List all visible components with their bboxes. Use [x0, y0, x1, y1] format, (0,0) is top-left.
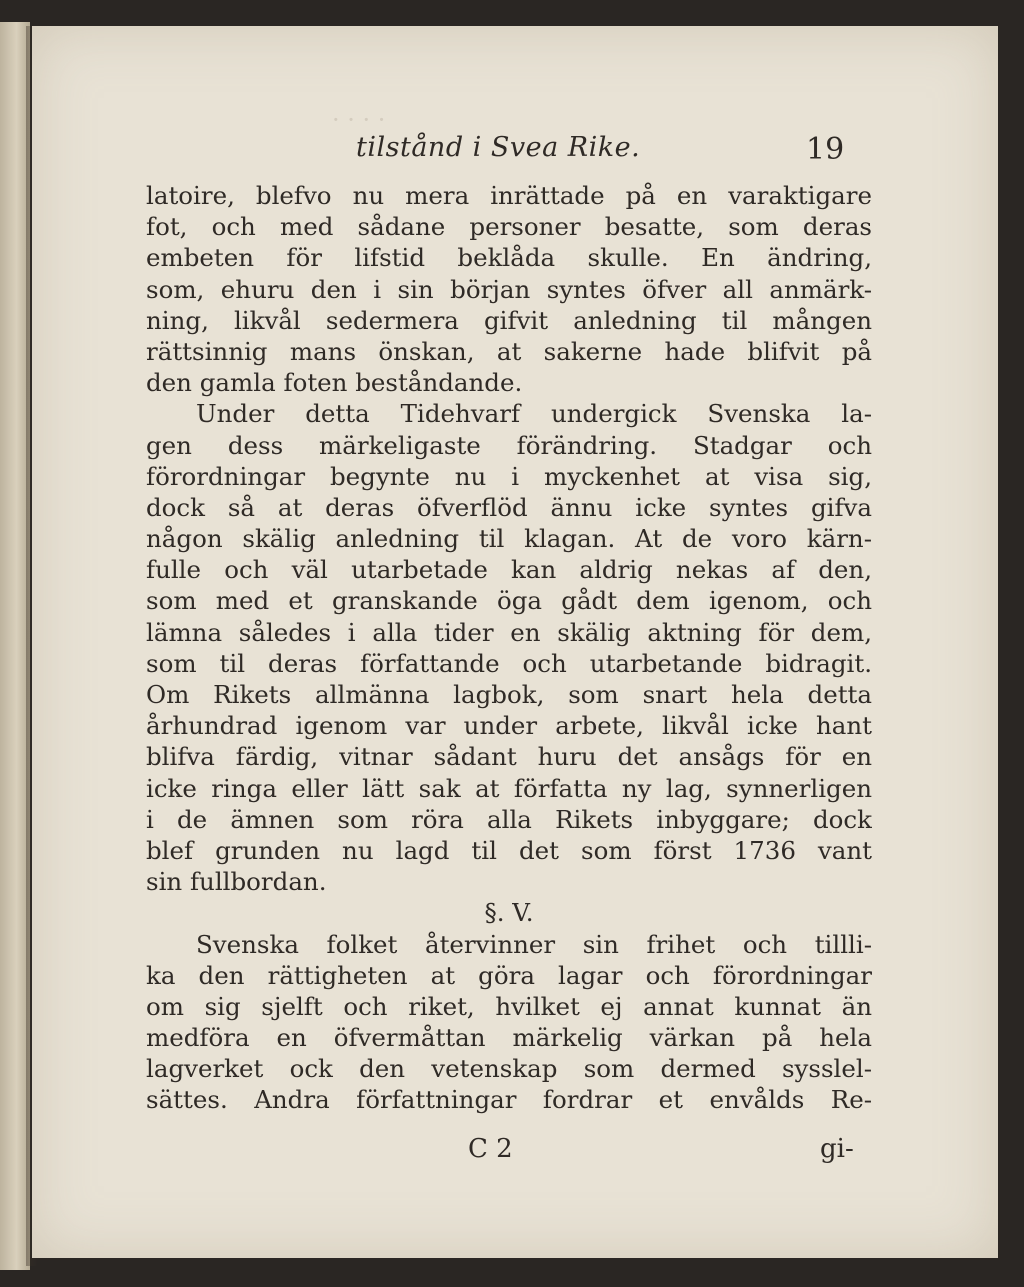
text-line: Under detta Tidehvarf undergick Svenska la-	[196, 399, 872, 429]
text-line: ning, likvål sedermera gifvit anledning til mången	[146, 305, 872, 335]
text-line: blef grunden nu lagd til det som först 1736 vant	[146, 835, 872, 865]
text-line: medföra en öfvermåttan märkelig värkan på hela	[146, 1023, 872, 1053]
text-line: latoire, blefvo nu mera inrättade på en varaktigare	[146, 181, 872, 210]
text-line: Om Rikets allmänna lagbok, som snart hela detta	[146, 680, 872, 709]
text-line: embeten för lifstid beklåda skulle. En ändring,	[146, 243, 872, 273]
text-line: gen dess märkeligaste förändring. Stadgar och	[146, 430, 872, 460]
text-line: lagverket ock den vetenskap som dermed sysslel-	[146, 1054, 872, 1084]
catchword: gi-	[820, 1134, 854, 1164]
text-line: fot, och med sådane personer besatte, som deras	[146, 212, 872, 242]
text-line: blifva färdig, vitnar sådant huru det ansågs för en	[146, 742, 872, 772]
text-line: någon skälig anledning til klagan. At de voro kärn-	[146, 524, 872, 554]
show-through-text: · · · ·	[332, 106, 386, 134]
text-line: som med et granskande öga gådt dem igenom, och	[146, 586, 872, 616]
page-footer	[32, 1134, 998, 1174]
text-line: icke ringa eller lätt sak at författa ny lag, synnerligen	[146, 773, 872, 803]
text-line: Svenska folket återvinner sin frihet och tillli-	[196, 929, 872, 959]
text-line: århundrad igenom var under arbete, likvål icke hant	[146, 711, 872, 741]
text-line: fulle och väl utarbetade kan aldrig nekas af den,	[146, 555, 872, 585]
text-line: sättes. Andra författningar fordrar et envålds Re-	[146, 1085, 872, 1115]
text-line: förordningar begynte nu i myckenhet at visa sig,	[146, 461, 872, 491]
page-header	[32, 130, 998, 180]
text-line: som til deras författande och utarbetande bidragit.	[146, 648, 872, 678]
text-line: ka den rättigheten at göra lagar och förordningar	[146, 960, 872, 990]
text-line: om sig sjelft och riket, hvilket ej annat kunnat än	[146, 991, 872, 1021]
text-line: som, ehuru den i sin början syntes öfver all anmärk-	[146, 274, 872, 304]
text-line: sin fullbordan.	[146, 867, 327, 897]
text-line: dock så at deras öfverflöd ännu icke syntes gifva	[146, 492, 872, 522]
text-line: den gamla foten beståndande.	[146, 368, 523, 398]
section-heading: §. V.	[484, 898, 534, 928]
text-line: rättsinnig mans önskan, at sakerne hade blifvit på	[146, 336, 872, 366]
running-title: tilstånd i Svea Rike.	[356, 132, 641, 163]
book-page	[32, 26, 998, 1258]
text-line: i de ämnen som röra alla Rikets inbyggare; dock	[146, 804, 872, 834]
body-text	[146, 180, 872, 1116]
text-line: lämna således i alla tider en skälig aktning för dem,	[146, 617, 872, 647]
signature-mark: C 2	[468, 1134, 513, 1164]
page-number: 19	[806, 132, 845, 167]
